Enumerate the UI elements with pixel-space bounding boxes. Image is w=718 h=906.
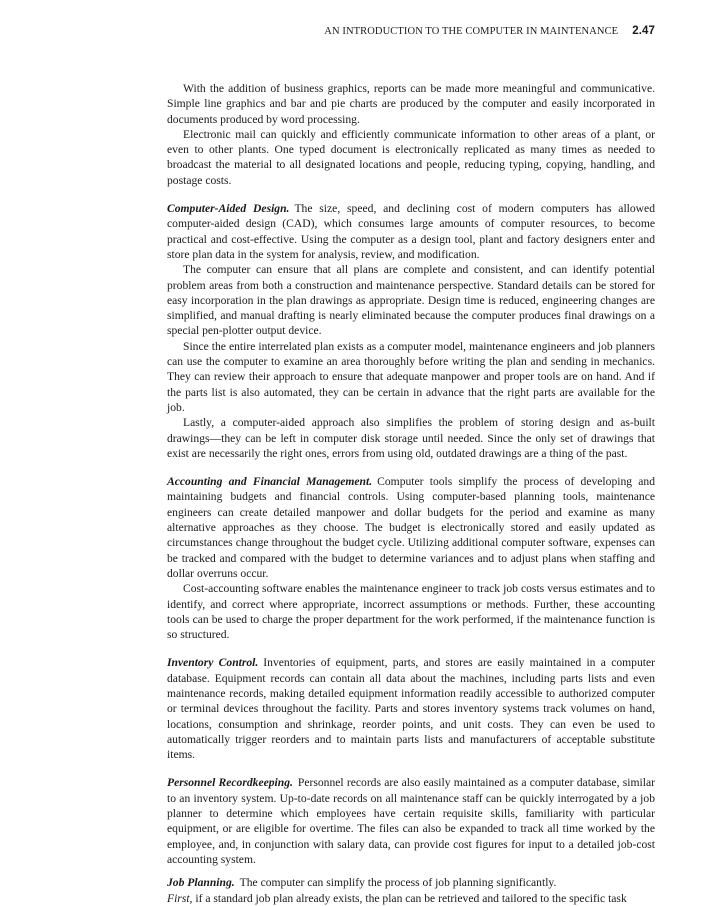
first-emphasis: First, xyxy=(167,891,193,905)
section-personnel-recordkeeping xyxy=(167,775,655,867)
paragraph-accounting-2: Cost-accounting software enables the maintenance engineer to track job costs versus estimates and to identify, and correct where appropriate, incorrect assumptions or methods. Further, these accounting tools can be used to charge the proper department for the work performed, if the maintenance function is so structured. xyxy=(167,582,655,642)
paragraph-inventory-1: Inventories of equipment, parts, and stores are easily maintained in a computer database. Equipment records can contain all data about the machines, including parts lists and even maintenance records, making detailed equipment information readily accessible to authorized computer or terminal devices throughout the facility. Parts and stores inventory systems track volumes on hand, locations, consumption and shrinkage, reorder points, and unit costs. They can even be used to automatically trigger reorders and to maintain parts lists and manufacturers of acceptable substitute items. xyxy=(167,656,655,762)
page-body xyxy=(167,81,655,906)
section-heading-personnel: Personnel Recordkeeping. xyxy=(167,776,293,790)
running-header xyxy=(167,25,655,37)
page-number: 2.47 xyxy=(632,25,655,37)
paragraph-cad-4: Lastly, a computer-aided approach also simplifies the problem of storing design and as-built drawings—they can be left in computer disk storage until needed. Since the only set of drawings that exist are necessarily the right ones, errors from using old, outdated drawings are a thing of the past. xyxy=(167,416,655,460)
section-accounting xyxy=(167,474,655,581)
paragraph-job-planning-2 xyxy=(167,891,655,906)
section-heading-accounting: Accounting and Financial Management. xyxy=(167,475,373,489)
running-title: AN INTRODUCTION TO THE COMPUTER IN MAINTENANCE xyxy=(324,26,619,37)
paragraph-job-planning-1: The computer can simplify the process of job planning significantly. xyxy=(239,876,557,890)
paragraph-business-graphics: With the addition of business graphics, reports can be made more meaningful and communicative. Simple line graphics and bar and pie charts are produced by the computer and easily incorporated in documents produced by word processing. xyxy=(167,82,655,126)
section-job-planning xyxy=(167,875,655,890)
paragraph-job-planning-2-text: if a standard job plan already exists, the plan can be retrieved and tailored to the specific task xyxy=(195,891,627,905)
section-heading-cad: Computer-Aided Design. xyxy=(167,202,290,216)
paragraph-cad-3: Since the entire interrelated plan exists as a computer model, maintenance engineers and job planners can use the computer to examine an area thoroughly before writing the plan and sending in mechanics. They can review their approach to ensure that adequate manpower and proper tools are on hand. And if the parts list is also automated, they can be certain in advance that the right parts are available for the job. xyxy=(167,339,655,414)
section-computer-aided-design xyxy=(167,201,655,262)
paragraph-personnel-1: Personnel records are also easily maintained as a computer database, similar to an inventory system. Up-to-date records on all maintenance staff can be quickly interrogated by a job planner to determine which employees have certain requisite skills, familiarity with particular equipment, or are eligible for overtime. The files can also be expanded to track all time worked by the employee, and, in conjunction with salary data, can provide cost figures for input to a detailed job-cost accounting system. xyxy=(167,776,655,866)
paragraph-electronic-mail: Electronic mail can quickly and efficiently communicate information to other areas of a plant, or even to other plants. One typed document is electronically replicated as many times as needed to broadcast the material to all designated locations and people, reducing typing, copying, handling, and postage costs. xyxy=(167,127,655,187)
section-inventory-control xyxy=(167,655,655,762)
section-heading-inventory: Inventory Control. xyxy=(167,656,259,670)
paragraph-cad-1: The size, speed, and declining cost of modern computers has allowed computer-aided design (CAD), which consumes large amounts of computer resources, to become practical and cost-effective. Using the computer as a design tool, plant and factory designers enter and store plan data in the system for analysis, review, and modification. xyxy=(167,202,655,261)
paragraph-cad-2: The computer can ensure that all plans are complete and consistent, and can identify potential problem areas from both a construction and maintenance perspective. Standard details can be stored for easy incorporation in the plan drawings as appropriate. Design time is reduced, engineering changes are simplified, and manual drafting is nearly eliminated because the computer produces final drawings on a special pen-plotter output device. xyxy=(167,263,655,338)
section-heading-job-planning: Job Planning. xyxy=(167,876,235,890)
paragraph-accounting-1: Computer tools simplify the process of developing and maintaining budgets and financial controls. Using computer-based planning tools, maintenance engineers can create detailed manpower and dollar budgets for the period and examine as many alternative approaches as they choose. The budget is electronically stored and easily updated as circumstances change throughout the budget cycle. Utilizing additional computer software, expenses can be tracked and compared with the budget to determine variances and to adjust plans when staffing and dollar overruns occur. xyxy=(167,475,656,580)
